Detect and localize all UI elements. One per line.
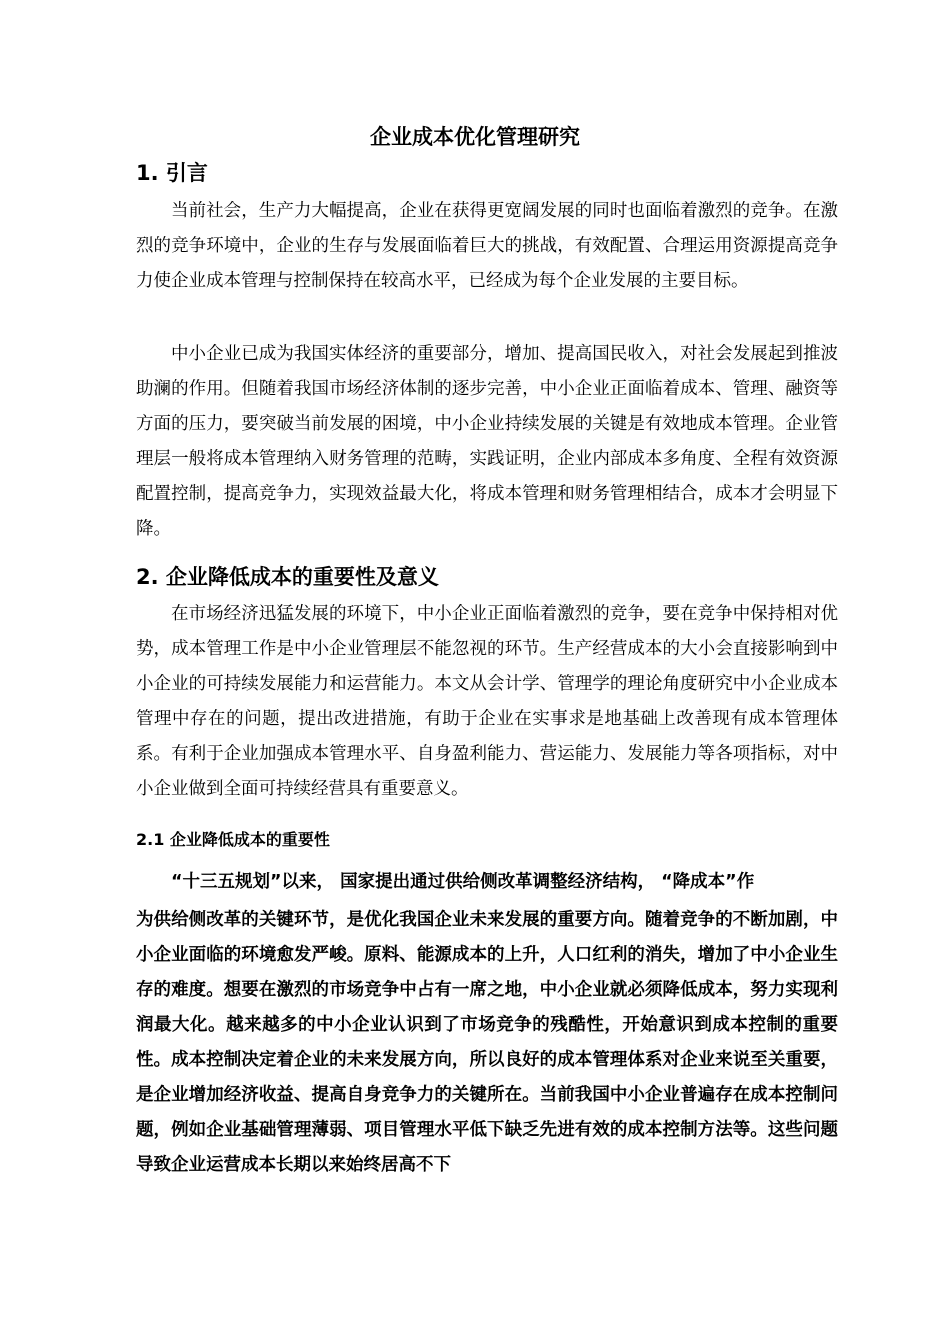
- paragraph-2-1-body: 为供给侧改革的关键环节，是优化我国企业未来发展的重要方向。随着竞争的不断加剧，中小企业面临的环境愈发严峻。原料、能源成本的上升，人口红利的消失，增加了中小企业生存的难度。想要在激烈的市场竞争中占有一席之地，中小企业就必须降低成本，努力实现利润最大化。越来越多的中小企业认识到了市场竞争的残酷性，开始意识到成本控制的重要性。成本控制决定着企业的未来发展方向，所以良好的成本管理体系对企业来说至关重要，是企业增加经济收益、提高自身竞争力的关键所在。当前我国中小企业普遍存在成本控制问题，例如企业基础管理薄弱、项目管理水平低下缺乏先进有效的成本控制方法等。这些问题导致企业运营成本长期以来始终居高不下: [136, 910, 838, 1175]
- paragraph-intro-1: 当前社会，生产力大幅提高，企业在获得更宽阔发展的同时也面临着激烈的竞争。在激烈的竞争环境中，企业的生存与发展面临着巨大的挑战，有效配置、合理运用资源提高竞争力使企业成本管理与控制保持在较高水平，已经成为每个企业发展的主要目标。: [136, 201, 838, 291]
- subsection-heading-2-1: 2.1 企业降低成本的重要性: [136, 830, 330, 849]
- paragraph-intro-2: 中小企业已成为我国实体经济的重要部分，增加、提高国民收入，对社会发展起到推波助澜的作用。但随着我国市场经济体制的逐步完善，中小企业正面临着成本、管理、融资等方面的压力，要突破当前发展的困境，中小企业持续发展的关键是有效地成本管理。企业管理层一般将成本管理纳入财务管理的范畴，实践证明，企业内部成本多角度、全程有效资源配置控制，提高竞争力，实现效益最大化，将成本管理和财务管理相结合，成本才会明显下降。: [136, 344, 838, 539]
- section-heading-importance: 2. 企业降低成本的重要性及意义: [136, 565, 439, 589]
- document-title: 企业成本优化管理研究: [370, 125, 580, 149]
- section-heading-introduction: 1. 引言: [136, 161, 208, 185]
- paragraph-importance-1: 在市场经济迅猛发展的环境下，中小企业正面临着激烈的竞争，要在竞争中保持相对优势，成本管理工作是中小企业管理层不能忽视的环节。生产经营成本的大小会直接影响到中小企业的可持续发展能力和运营能力。本文从会计学、管理学的理论角度研究中小企业成本管理中存在的问题，提出改进措施，有助于企业在实事求是地基础上改善现有成本管理体系。有利于企业加强成本管理水平、自身盈利能力、营运能力、发展能力等各项指标，对中小企业做到全面可持续经营具有重要意义。: [136, 604, 838, 799]
- paragraph-2-1-first-line: “十三五规划”以来， 国家提出通过供给侧改革调整经济结构， “降成本”作: [171, 872, 755, 892]
